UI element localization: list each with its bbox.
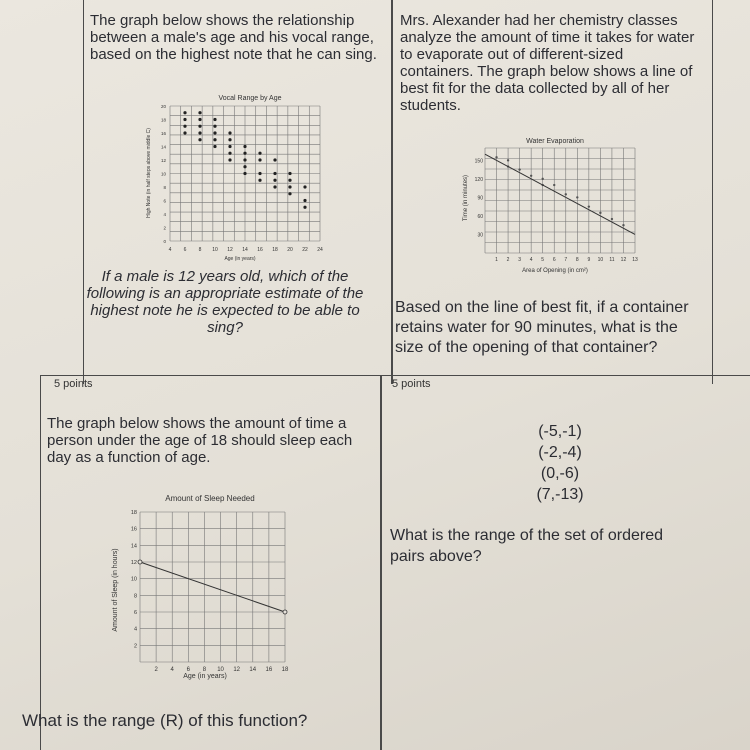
x-axis-label: Age (in years) [183, 673, 227, 680]
data-point [258, 172, 261, 175]
data-point [213, 138, 216, 141]
data-point [183, 118, 186, 121]
y-tick-label: 18 [130, 510, 137, 516]
y-tick-label: 6 [163, 198, 166, 204]
x-tick-label: 20 [287, 247, 293, 253]
x-axis-label: Age (in years) [224, 256, 256, 262]
column-divider-top [391, 0, 393, 384]
data-point [213, 125, 216, 128]
data-point [288, 179, 291, 182]
chart-grid [485, 148, 635, 253]
x-tick-label: 7 [564, 257, 568, 263]
data-point [576, 196, 578, 198]
data-point [213, 145, 216, 148]
y-tick-label: 10 [130, 576, 137, 583]
x-tick-label: 9 [587, 257, 591, 263]
data-point [213, 131, 216, 134]
x-tick-label: 4 [170, 667, 174, 673]
data-point [541, 178, 543, 180]
data-point [611, 218, 613, 220]
data-point [303, 185, 306, 188]
data-point [288, 172, 291, 175]
y-tick-label: 4 [133, 626, 137, 633]
x-tick-label: 6 [186, 667, 191, 673]
x-tick-label: 4 [529, 257, 533, 263]
y-axis-label: Time (in minutes) [463, 174, 469, 222]
x-tick-label: 16 [265, 667, 273, 673]
ordered-pair: (0,-6) [540, 465, 580, 482]
x-tick-labels [169, 247, 323, 253]
data-point [183, 131, 186, 134]
chart-title: Amount of Sleep Needed [165, 494, 255, 503]
data-point [258, 179, 261, 182]
x-tick-label: 18 [281, 667, 289, 673]
data-point [553, 184, 555, 186]
q1-prompt: The graph below shows the relationship between a male's age and his vocal range, based on the highest note that he can sing. [90, 12, 377, 63]
x-tick-label: 8 [575, 257, 579, 263]
x-tick-label: 4 [168, 247, 172, 253]
open-endpoint [283, 610, 287, 614]
q4-question: What is the range of the set of ordered pairs above? [390, 527, 664, 565]
page-left-border-lower [40, 375, 41, 750]
data-point [228, 131, 231, 134]
data-point [213, 118, 216, 121]
data-point [288, 185, 291, 188]
q1-question: If a male is 12 years old, which of the following is an appropriate estimate of the highest note he is expected to be able to sing? [86, 268, 364, 336]
y-tick-label: 14 [130, 543, 137, 550]
y-tick-label: 12 [160, 158, 166, 163]
data-point [183, 111, 186, 114]
best-fit-line-segment [485, 154, 635, 234]
data-point [565, 193, 567, 195]
y-tick-label: 60 [477, 213, 483, 220]
x-tick-label: 6 [552, 257, 556, 263]
x-tick-label: 5 [541, 257, 545, 263]
y-tick-labels [475, 158, 484, 238]
data-point [198, 131, 201, 134]
q1-points: 5 points [54, 378, 93, 390]
data-point [243, 172, 246, 175]
y-tick-label: 30 [477, 232, 483, 239]
data-point [258, 152, 261, 155]
data-point [228, 158, 231, 161]
y-tick-label: 10 [160, 171, 166, 177]
q2-question: Based on the line of best fit, if a container retains water for 90 minutes, what is the size of the opening of that container? [395, 299, 689, 356]
y-tick-label: 0 [163, 239, 166, 244]
x-tick-label: 12 [233, 667, 241, 673]
y-axis-label: High Note (in half steps above middle C) [146, 128, 152, 218]
y-tick-label: 90 [477, 195, 483, 202]
vocal-range-chart [140, 88, 330, 278]
x-tick-label: 14 [249, 667, 257, 673]
sleep-chart [105, 490, 295, 682]
y-tick-label: 16 [130, 526, 137, 533]
ordered-pairs-list [500, 421, 620, 505]
y-tick-label: 18 [160, 117, 166, 123]
x-tick-label: 13 [632, 257, 638, 263]
q3-prompt: The graph below shows the amount of time a person under the age of 18 should sleep each day as a function of age. [47, 415, 353, 466]
data-point [228, 138, 231, 141]
open-endpoint [138, 560, 142, 564]
water-evaporation-chart [455, 130, 655, 278]
data-point [507, 159, 509, 161]
x-tick-label: 24 [317, 247, 323, 253]
column-divider-bottom [380, 375, 382, 750]
ordered-pair: (7,-13) [536, 486, 584, 503]
y-tick-label: 2 [133, 643, 137, 650]
y-axis-label: Amount of Sleep (in hours) [112, 548, 119, 632]
data-point [303, 199, 306, 202]
y-tick-label: 4 [163, 212, 166, 217]
x-tick-label: 8 [198, 247, 202, 253]
x-tick-label: 10 [212, 247, 218, 253]
y-tick-label: 20 [160, 104, 166, 109]
q2-points: 5 points [392, 378, 431, 390]
data-point [518, 168, 520, 170]
data-point [495, 156, 497, 158]
x-tick-label: 1 [495, 257, 498, 263]
sleep-line [138, 560, 287, 614]
page-right-border [712, 0, 713, 384]
x-tick-label: 2 [154, 667, 158, 673]
data-point [243, 152, 246, 155]
y-tick-label: 12 [130, 560, 137, 566]
data-point [288, 192, 291, 195]
x-tick-label: 10 [597, 257, 604, 263]
x-tick-label: 18 [272, 247, 278, 253]
best-fit-line [485, 154, 635, 234]
y-tick-label: 8 [163, 185, 166, 190]
q2-prompt: Mrs. Alexander had her chemistry classes analyze the amount of time it takes for water to evaporate out of different-sized containers. The graph below shows a line of best fit for the data collected by all of her students. [400, 12, 695, 114]
y-tick-labels [131, 510, 137, 649]
row-divider [40, 375, 750, 376]
ordered-pair: (-2,-4) [538, 444, 582, 461]
x-tick-label: 11 [609, 257, 615, 263]
data-point [303, 206, 306, 209]
data-point [198, 138, 201, 141]
data-point [599, 212, 601, 214]
data-point [273, 158, 276, 161]
data-point [588, 205, 590, 207]
q3-question: What is the range (R) of this function? [22, 711, 308, 730]
x-axis-label: Area of Opening (in cm²) [522, 268, 588, 274]
data-point [198, 111, 201, 114]
y-tick-label: 14 [160, 144, 166, 150]
y-tick-label: 16 [160, 131, 166, 136]
ordered-pair: (-5,-1) [538, 423, 582, 440]
x-tick-label: 22 [302, 247, 308, 253]
y-tick-label: 2 [163, 225, 166, 231]
y-tick-label: 120 [474, 176, 483, 183]
y-tick-labels [161, 104, 167, 244]
x-tick-label: 14 [242, 247, 248, 253]
data-point [243, 145, 246, 148]
chart-title: Water Evaporation [526, 138, 584, 145]
data-point [228, 152, 231, 155]
data-point [243, 165, 246, 168]
x-tick-label: 16 [257, 247, 263, 253]
x-tick-label: 12 [620, 257, 627, 263]
x-tick-label: 12 [227, 247, 233, 253]
data-point [198, 125, 201, 128]
data-point [622, 224, 624, 226]
data-point [198, 118, 201, 121]
data-point [258, 158, 261, 161]
data-point [183, 125, 186, 128]
chart-points [495, 156, 624, 226]
data-point [273, 185, 276, 188]
x-tick-label: 6 [183, 247, 187, 253]
y-tick-label: 8 [133, 593, 137, 600]
data-point [273, 179, 276, 182]
x-tick-label: 3 [518, 257, 522, 263]
chart-title: Vocal Range by Age [218, 95, 282, 102]
x-tick-label: 10 [217, 667, 224, 673]
data-point [273, 172, 276, 175]
sleep-line-segment [140, 562, 285, 612]
data-point [530, 175, 532, 177]
x-tick-labels [495, 257, 638, 263]
data-point [243, 158, 246, 161]
data-point [228, 145, 231, 148]
y-tick-label: 150 [474, 158, 483, 165]
x-tick-label: 2 [506, 257, 510, 263]
y-tick-label: 6 [133, 610, 137, 616]
x-tick-label: 8 [202, 667, 207, 673]
